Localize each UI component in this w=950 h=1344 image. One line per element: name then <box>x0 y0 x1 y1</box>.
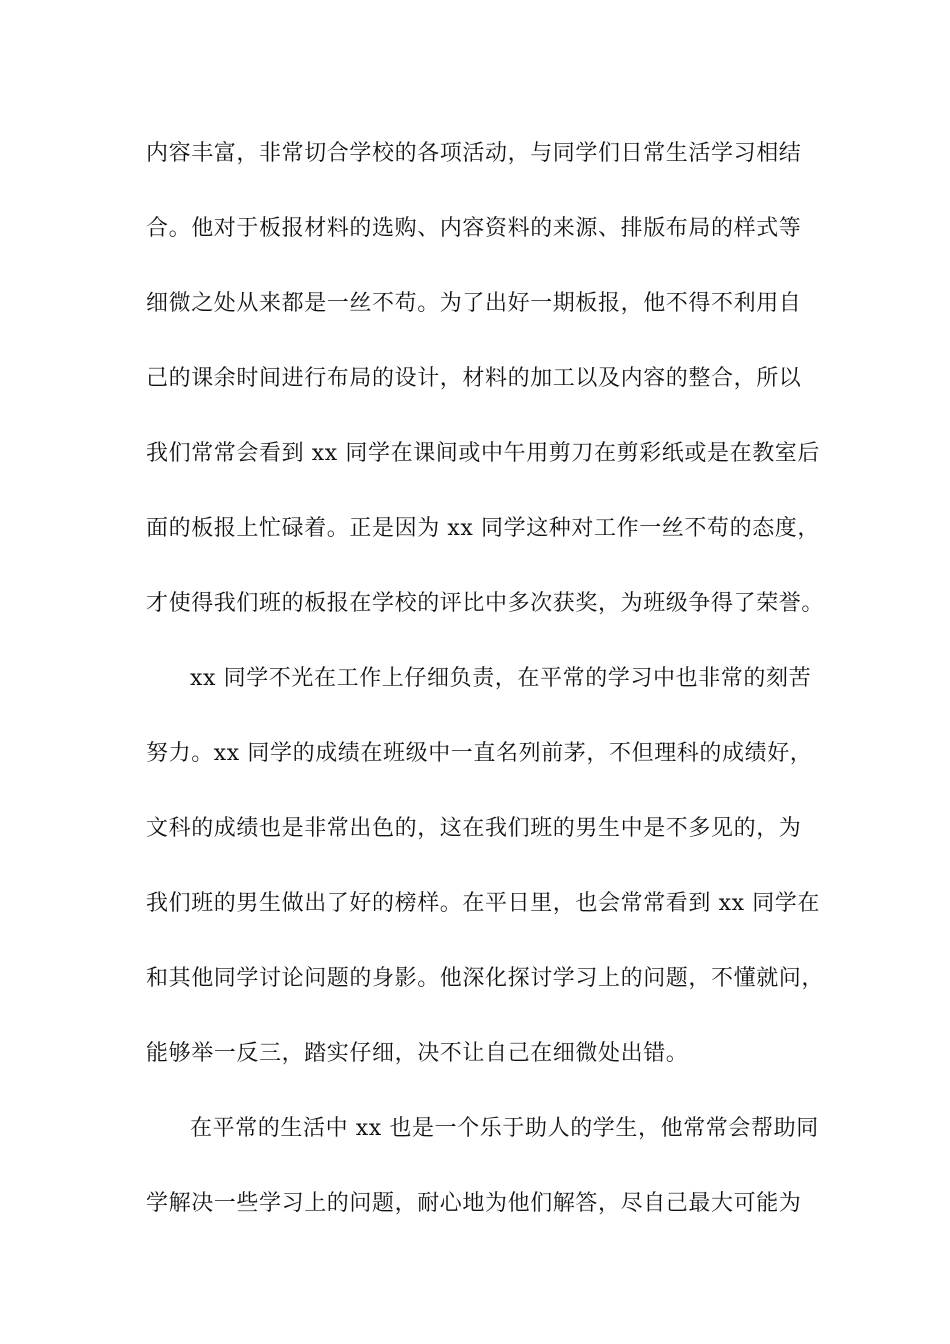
text-line: 内容丰富，非常切合学校的各项活动，与同学们日常生活学习相结 <box>146 141 802 166</box>
text-line: 我们常常会看到 xx 同学在课间或中午用剪刀在剪彩纸或是在教室后 <box>146 441 821 466</box>
text-line: 能够举一反三，踏实仔细，决不让自己在细微处出错。 <box>146 1041 689 1066</box>
text-line: 学解决一些学习上的问题，耐心地为他们解答，尽自己最大可能为 <box>146 1191 802 1216</box>
text-line: 合。他对于板报材料的选购、内容资料的来源、排版布局的样式等 <box>146 216 802 241</box>
text-line: 和其他同学讨论问题的身影。他深化探讨学习上的问题，不懂就问， <box>146 966 825 991</box>
paragraph-first-line: 在平常的生活中 xx 也是一个乐于助人的学生，他常常会帮助同 <box>190 1116 819 1141</box>
text-line: 己的课余时间进行布局的设计，材料的加工以及内容的整合，所以 <box>146 366 802 391</box>
text-line: 我们班的男生做出了好的榜样。在平日里，也会常常看到 xx 同学在 <box>146 891 821 916</box>
text-line: 文科的成绩也是非常出色的，这在我们班的男生中是不多见的，为 <box>146 816 802 841</box>
text-line: 面的板报上忙碌着。正是因为 xx 同学这种对工作一丝不苟的态度， <box>146 516 821 541</box>
paragraph-first-line: xx 同学不光在工作上仔细负责，在平常的学习中也非常的刻苦 <box>190 666 812 691</box>
text-line: 才使得我们班的板报在学校的评比中多次获奖，为班级争得了荣誉。 <box>146 591 825 616</box>
text-line: 努力。xx 同学的成绩在班级中一直名列前茅，不但理科的成绩好， <box>146 741 813 766</box>
text-line: 细微之处从来都是一丝不苟。为了出好一期板报，他不得不利用自 <box>146 291 802 316</box>
